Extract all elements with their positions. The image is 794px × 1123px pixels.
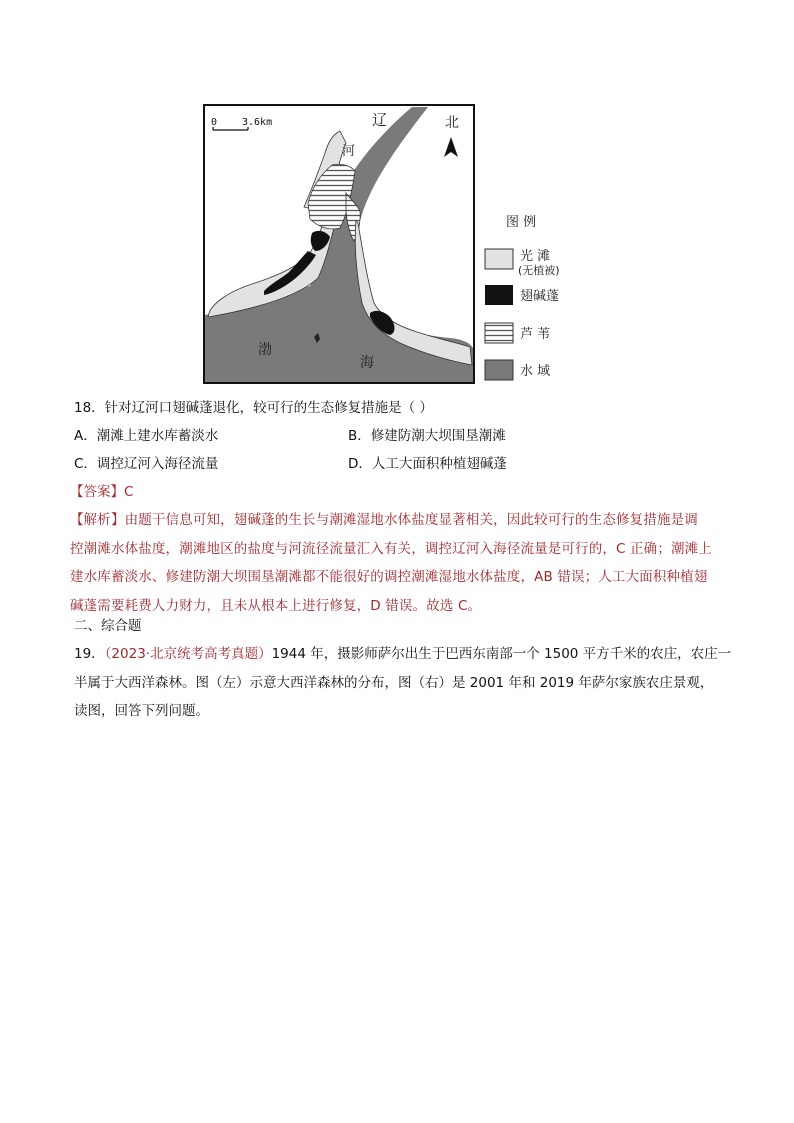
q19-line-1: 19．（2023·北京统考高考真题）1944 年，摄影师萨尔出生于巴西东南部一个 1500 平方千米的农庄，农庄一 xyxy=(74,646,732,662)
liaohe-estuary-map xyxy=(200,103,580,386)
sea-label-bo: 渤 xyxy=(258,342,272,358)
q19-source: （2023·北京统考高考真题） xyxy=(104,646,272,662)
q18-option-d[interactable]: D．人工大面积种植翅碱蓬 xyxy=(348,456,507,472)
scale-zero: 0 xyxy=(211,117,218,128)
q18-analysis xyxy=(70,506,730,620)
legend-label-water: 水 域 xyxy=(520,364,551,379)
legend-label-suaeda: 翅碱蓬 xyxy=(520,289,560,304)
q19-stem xyxy=(74,640,734,726)
q18-option-a[interactable]: A．潮滩上建水库蓄淡水 xyxy=(74,428,219,444)
q19-line-3: 读图，回答下列问题。 xyxy=(74,703,209,719)
north-label: 北 xyxy=(445,115,459,131)
q18-stem: 18．针对辽河口翅碱蓬退化，较可行的生态修复措施是（ ） xyxy=(74,400,433,416)
analysis-line-4: 碱蓬需要耗费人力财力，且未从根本上进行修复，D 错误。故选 C。 xyxy=(70,597,482,614)
analysis-line-1: 【解析】由题干信息可知，翅碱蓬的生长与潮滩湿地水体盐度显著相关，因此较可行的生态修复措施是调 xyxy=(70,512,698,528)
analysis-label: 【解析】 xyxy=(70,512,125,528)
legend-swatch-reed xyxy=(485,323,513,343)
scale-distance: 3.6km xyxy=(242,117,273,128)
legend-sub-bare-flat: (无植被) xyxy=(518,264,560,277)
map-legend xyxy=(485,215,560,380)
legend-label-reed: 芦 苇 xyxy=(520,327,551,342)
q19-number: 19． xyxy=(74,646,105,662)
q18-option-c[interactable]: C．调控辽河入海径流量 xyxy=(74,456,219,472)
river-label-liao: 辽 xyxy=(372,111,388,129)
legend-swatch-suaeda xyxy=(485,285,513,305)
analysis-line-2: 控潮滩水体盐度，潮滩地区的盐度与河流径流量汇入有关，调控辽河入海径流量是可行的，C 正确；潮滩上 xyxy=(70,540,712,557)
q18-option-b[interactable]: B．修建防潮大坝围垦潮滩 xyxy=(348,428,506,444)
section-title: 二、综合题 xyxy=(74,618,142,634)
legend-title: 图 例 xyxy=(506,215,537,230)
sea-label-hai: 海 xyxy=(360,355,374,371)
legend-label-bare-flat: 光 滩 xyxy=(520,249,551,264)
q18-answer xyxy=(70,478,133,506)
river-label-he: 河 xyxy=(342,144,356,159)
analysis-line-3: 建水库蓄淡水、修建防潮大坝围垦潮滩都不能很好的调控潮滩湿地水体盐度，AB 错误；人工大面积种植翅 xyxy=(70,569,708,585)
q19-line-2: 半属于大西洋森林。图（左）示意大西洋森林的分布，图（右）是 2001 年和 2019 年萨尔家族农庄景观， xyxy=(74,674,714,691)
answer-label: 【答案】 xyxy=(70,484,124,500)
answer-value: C xyxy=(124,484,134,500)
legend-swatch-bare-flat xyxy=(485,249,513,269)
legend-swatch-water xyxy=(485,360,513,380)
